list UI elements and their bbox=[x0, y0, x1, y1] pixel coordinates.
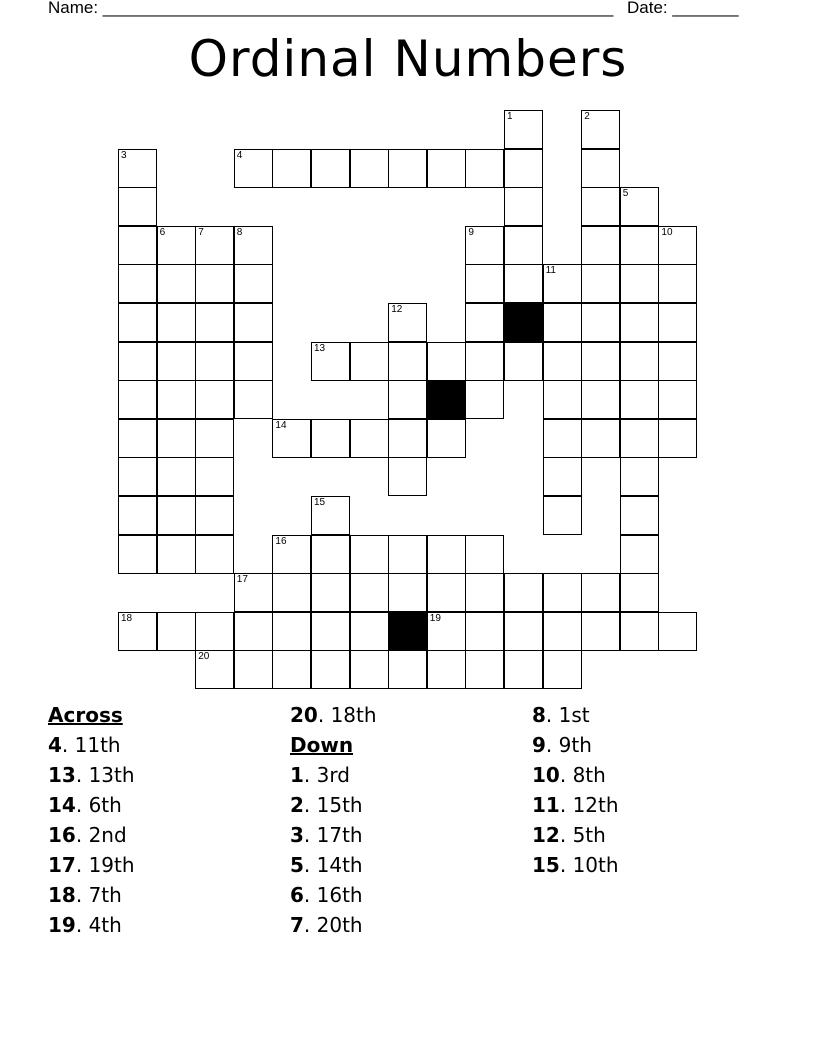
grid-cell[interactable] bbox=[581, 419, 620, 458]
black-square bbox=[504, 303, 543, 342]
grid-cell[interactable] bbox=[504, 110, 543, 149]
clue-across-16: 16. 2nd bbox=[48, 823, 127, 847]
down-heading: Down bbox=[290, 733, 354, 757]
grid-cell[interactable] bbox=[658, 303, 697, 342]
clues-column-1 bbox=[48, 700, 135, 940]
clue-number: 14 bbox=[275, 419, 287, 431]
clue-number: 7 bbox=[198, 226, 204, 238]
grid-cell[interactable] bbox=[427, 573, 466, 612]
clues-column-3 bbox=[532, 700, 619, 880]
grid-cell[interactable] bbox=[350, 149, 389, 188]
grid-cell[interactable] bbox=[311, 496, 350, 535]
grid-cell[interactable] bbox=[581, 226, 620, 265]
grid-cell[interactable] bbox=[195, 342, 234, 381]
grid-cell[interactable] bbox=[658, 264, 697, 303]
grid-cell[interactable] bbox=[195, 380, 234, 419]
grid-cell[interactable] bbox=[465, 573, 504, 612]
clue-number: 10 bbox=[661, 226, 673, 238]
grid-cell[interactable] bbox=[658, 342, 697, 381]
grid-cell[interactable] bbox=[620, 264, 659, 303]
clue-across-20: 20. 18th bbox=[290, 703, 377, 727]
clue-number: 6 bbox=[159, 226, 166, 238]
clue-number: 3 bbox=[121, 149, 127, 161]
clue-down-6: 6. 16th bbox=[290, 883, 363, 907]
grid-cell[interactable] bbox=[157, 457, 196, 496]
grid-cell[interactable] bbox=[543, 342, 582, 381]
grid-cell[interactable] bbox=[118, 419, 157, 458]
grid-cell[interactable] bbox=[272, 419, 311, 458]
clue-number: 1 bbox=[507, 111, 513, 122]
grid-cell[interactable] bbox=[118, 226, 157, 265]
grid-cell[interactable] bbox=[543, 264, 582, 303]
grid-cell[interactable] bbox=[427, 149, 466, 188]
grid-cell[interactable] bbox=[504, 187, 543, 226]
grid-cell[interactable] bbox=[311, 342, 350, 381]
clue-down-15: 15. 10th bbox=[532, 853, 619, 877]
grid-cell[interactable] bbox=[311, 650, 350, 689]
grid-cell[interactable] bbox=[504, 226, 543, 265]
grid-cell[interactable] bbox=[234, 612, 273, 651]
clue-down-10: 10. 8th bbox=[532, 763, 606, 787]
grid-cell[interactable] bbox=[620, 457, 659, 496]
clue-number: 4 bbox=[236, 149, 243, 161]
grid-cell[interactable] bbox=[620, 419, 659, 458]
grid-cell[interactable] bbox=[157, 264, 196, 303]
grid-cell[interactable] bbox=[388, 573, 427, 612]
black-square bbox=[427, 380, 466, 419]
grid-cell[interactable] bbox=[543, 380, 582, 419]
grid-cell[interactable] bbox=[118, 457, 157, 496]
grid-cell[interactable] bbox=[118, 342, 157, 381]
grid-cell[interactable] bbox=[388, 535, 427, 574]
grid-cell[interactable] bbox=[157, 303, 196, 342]
grid-cell[interactable] bbox=[581, 110, 620, 149]
grid-cell[interactable] bbox=[388, 457, 427, 496]
grid-cell[interactable] bbox=[504, 149, 543, 188]
grid-cell[interactable] bbox=[272, 535, 311, 574]
grid-cell[interactable] bbox=[620, 535, 659, 574]
grid-cell[interactable] bbox=[543, 303, 582, 342]
grid-cell[interactable] bbox=[195, 264, 234, 303]
grid-cell[interactable] bbox=[465, 535, 504, 574]
clue-across-13: 13. 13th bbox=[48, 763, 135, 787]
grid-cell[interactable] bbox=[118, 380, 157, 419]
grid-cell[interactable] bbox=[581, 380, 620, 419]
grid-cell[interactable] bbox=[234, 264, 273, 303]
grid-cell[interactable] bbox=[157, 380, 196, 419]
grid-cell[interactable] bbox=[581, 303, 620, 342]
date-field: Date: _______ bbox=[627, 0, 739, 17]
grid-cell[interactable] bbox=[118, 264, 157, 303]
grid-cell[interactable] bbox=[195, 226, 234, 265]
grid-cell[interactable] bbox=[388, 419, 427, 458]
grid-cell[interactable] bbox=[234, 380, 273, 419]
grid-cell[interactable] bbox=[543, 650, 582, 689]
grid-cell[interactable] bbox=[234, 342, 273, 381]
grid-cell[interactable] bbox=[350, 650, 389, 689]
clue-down-5: 5. 14th bbox=[290, 853, 363, 877]
grid-cell[interactable] bbox=[427, 612, 466, 651]
grid-cell[interactable] bbox=[465, 149, 504, 188]
grid-cell[interactable] bbox=[581, 342, 620, 381]
clue-down-3: 3. 17th bbox=[290, 823, 363, 847]
grid-cell[interactable] bbox=[157, 612, 196, 651]
grid-cell[interactable] bbox=[388, 149, 427, 188]
grid-cell[interactable] bbox=[543, 496, 582, 535]
grid-cell[interactable] bbox=[234, 303, 273, 342]
grid-cell[interactable] bbox=[465, 264, 504, 303]
grid-cell[interactable] bbox=[118, 496, 157, 535]
grid-cell[interactable] bbox=[543, 457, 582, 496]
clue-number: 9 bbox=[468, 226, 474, 238]
grid-cell[interactable] bbox=[658, 612, 697, 651]
clue-number: 15 bbox=[314, 497, 326, 508]
grid-cell[interactable] bbox=[620, 612, 659, 651]
grid-cell[interactable] bbox=[195, 496, 234, 535]
grid-cell[interactable] bbox=[504, 573, 543, 612]
grid-cell[interactable] bbox=[311, 149, 350, 188]
clue-number: 18 bbox=[121, 612, 133, 624]
grid-cell[interactable] bbox=[118, 612, 157, 651]
grid-cell[interactable] bbox=[350, 342, 389, 381]
across-heading: Across bbox=[48, 703, 123, 727]
grid-cell[interactable] bbox=[581, 264, 620, 303]
grid-cell[interactable] bbox=[620, 496, 659, 535]
clue-number: 11 bbox=[545, 265, 556, 277]
grid-cell[interactable] bbox=[581, 573, 620, 612]
grid-cell[interactable] bbox=[234, 650, 273, 689]
grid-cell[interactable] bbox=[543, 419, 582, 458]
grid-cell[interactable] bbox=[272, 650, 311, 689]
grid-cell[interactable] bbox=[118, 535, 157, 574]
grid-cell[interactable] bbox=[504, 264, 543, 303]
grid-cell[interactable] bbox=[465, 650, 504, 689]
clue-down-9: 9. 9th bbox=[532, 733, 592, 757]
grid-cell[interactable] bbox=[195, 650, 234, 689]
grid-cell[interactable] bbox=[195, 457, 234, 496]
grid-cell[interactable] bbox=[504, 342, 543, 381]
grid-cell[interactable] bbox=[311, 535, 350, 574]
grid-cell[interactable] bbox=[581, 187, 620, 226]
grid-cell[interactable] bbox=[350, 419, 389, 458]
grid-cell[interactable] bbox=[157, 226, 196, 265]
grid-cell[interactable] bbox=[543, 573, 582, 612]
clue-down-2: 2. 15th bbox=[290, 793, 363, 817]
grid-cell[interactable] bbox=[620, 226, 659, 265]
grid-cell[interactable] bbox=[465, 303, 504, 342]
clue-down-12: 12. 5th bbox=[532, 823, 606, 847]
grid-cell[interactable] bbox=[620, 380, 659, 419]
clue-number: 13 bbox=[314, 342, 326, 354]
grid-cell[interactable] bbox=[581, 149, 620, 188]
grid-cell[interactable] bbox=[658, 419, 697, 458]
grid-cell[interactable] bbox=[195, 535, 234, 574]
grid-cell[interactable] bbox=[427, 342, 466, 381]
grid-cell[interactable] bbox=[504, 612, 543, 651]
grid-cell[interactable] bbox=[427, 419, 466, 458]
clue-number: 19 bbox=[429, 612, 441, 624]
page-title: Ordinal Numbers bbox=[188, 30, 628, 88]
grid-cell[interactable] bbox=[465, 612, 504, 651]
grid-cell[interactable] bbox=[620, 187, 659, 226]
grid-cell[interactable] bbox=[234, 573, 273, 612]
grid-cell[interactable] bbox=[620, 303, 659, 342]
clue-across-4: 4. 11th bbox=[48, 733, 121, 757]
clue-number: 12 bbox=[391, 304, 403, 315]
clue-down-1: 1. 3rd bbox=[290, 763, 350, 787]
grid-cell[interactable] bbox=[350, 573, 389, 612]
grid-cell[interactable] bbox=[465, 380, 504, 419]
grid-cell[interactable] bbox=[581, 612, 620, 651]
clue-across-19: 19. 4th bbox=[48, 913, 122, 937]
grid-cell[interactable] bbox=[195, 303, 234, 342]
grid-cell[interactable] bbox=[388, 380, 427, 419]
grid-cell[interactable] bbox=[272, 573, 311, 612]
grid-cell[interactable] bbox=[543, 612, 582, 651]
grid-cell[interactable] bbox=[504, 650, 543, 689]
grid-cell[interactable] bbox=[234, 149, 273, 188]
grid-cell[interactable] bbox=[658, 226, 697, 265]
grid-cell[interactable] bbox=[118, 187, 157, 226]
clue-number: 20 bbox=[198, 651, 210, 663]
clue-down-8: 8. 1st bbox=[532, 703, 590, 727]
clue-across-17: 17. 19th bbox=[48, 853, 135, 877]
grid-cell[interactable] bbox=[118, 149, 157, 188]
grid-cell[interactable] bbox=[388, 303, 427, 342]
grid-cell[interactable] bbox=[388, 342, 427, 381]
grid-cell[interactable] bbox=[157, 342, 196, 381]
grid-cell[interactable] bbox=[658, 380, 697, 419]
grid-cell[interactable] bbox=[195, 612, 234, 651]
grid-cell[interactable] bbox=[350, 535, 389, 574]
clues-column-2 bbox=[290, 700, 377, 940]
grid-cell[interactable] bbox=[427, 650, 466, 689]
grid-cell[interactable] bbox=[311, 419, 350, 458]
clue-across-14: 14. 6th bbox=[48, 793, 122, 817]
name-field: Name: ______________________________________________________ bbox=[48, 0, 614, 17]
grid-cell[interactable] bbox=[157, 419, 196, 458]
grid-cell[interactable] bbox=[272, 149, 311, 188]
clue-number: 5 bbox=[622, 188, 629, 200]
clue-number: 2 bbox=[584, 111, 590, 122]
clue-number: 16 bbox=[275, 535, 287, 547]
grid-cell[interactable] bbox=[311, 573, 350, 612]
grid-cell[interactable] bbox=[118, 303, 157, 342]
clue-across-18: 18. 7th bbox=[48, 883, 122, 907]
grid-cell[interactable] bbox=[157, 535, 196, 574]
clue-down-7: 7. 20th bbox=[290, 913, 363, 937]
grid-cell[interactable] bbox=[311, 612, 350, 651]
clue-down-11: 11. 12th bbox=[532, 793, 619, 817]
grid-cell[interactable] bbox=[465, 342, 504, 381]
grid-cell[interactable] bbox=[388, 650, 427, 689]
grid-cell[interactable] bbox=[465, 226, 504, 265]
grid-cell[interactable] bbox=[234, 226, 273, 265]
grid-cell[interactable] bbox=[272, 612, 311, 651]
grid-cell[interactable] bbox=[620, 573, 659, 612]
clue-number: 8 bbox=[236, 226, 243, 238]
grid-cell[interactable] bbox=[427, 535, 466, 574]
black-square bbox=[388, 612, 427, 651]
clue-number: 17 bbox=[236, 574, 248, 586]
grid-cell[interactable] bbox=[350, 612, 389, 651]
grid-cell[interactable] bbox=[195, 419, 234, 458]
grid-cell[interactable] bbox=[620, 342, 659, 381]
grid-cell[interactable] bbox=[157, 496, 196, 535]
